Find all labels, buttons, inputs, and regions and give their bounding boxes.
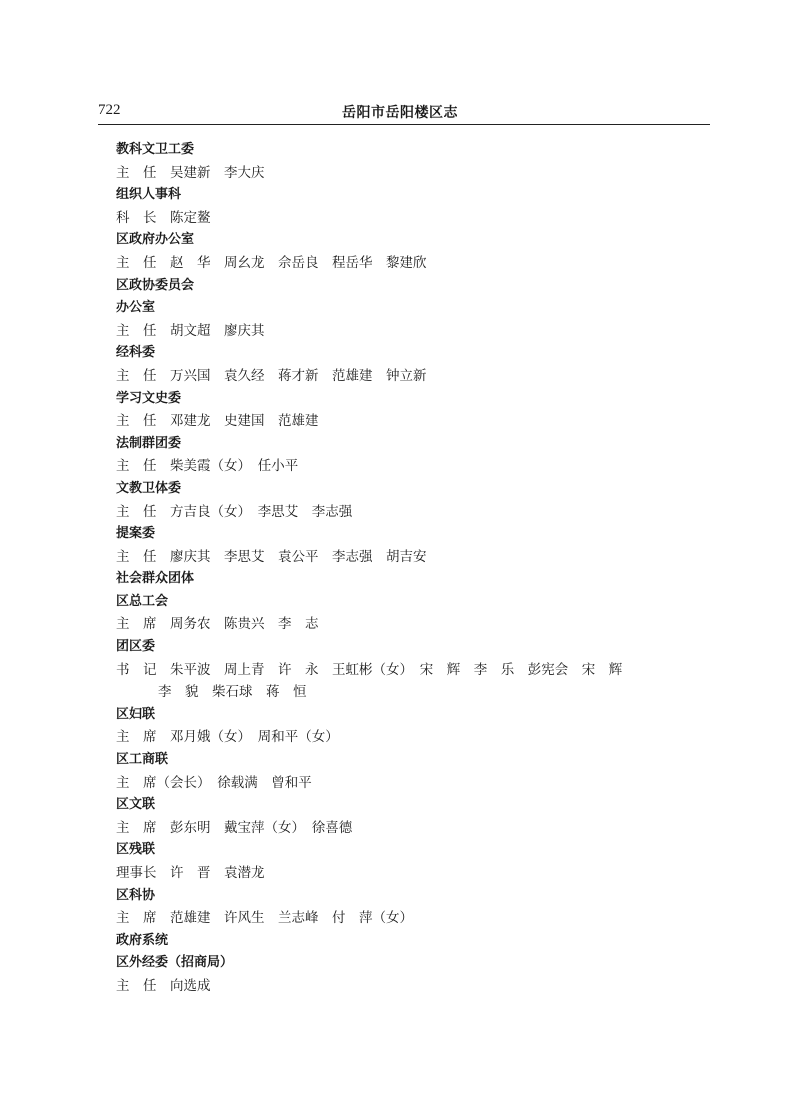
section-heading: 法制群团委 [116, 435, 182, 451]
page-header [98, 100, 710, 124]
section-heading: 提案委 [116, 526, 156, 542]
roster-content [116, 139, 686, 998]
member-line: 主 任 胡文超 廖庆其 [116, 322, 265, 339]
section-heading: 教科文卫工委 [116, 142, 195, 157]
member-line: 理事长 许 晋 袁潜龙 [116, 865, 265, 881]
member-line: 主 任 赵 华 周幺龙 佘岳良 程岳华 黎建欣 [116, 254, 427, 271]
section-heading: 文教卫体委 [116, 480, 182, 496]
section-heading: 办公室 [116, 300, 156, 316]
section-heading: 组织人事科 [116, 187, 182, 203]
section-heading: 政府系统 [116, 932, 169, 948]
member-line: 主 任 邓建龙 史建国 范雄建 [116, 413, 319, 430]
member-line: 主 任 吴建新 李大庆 [116, 164, 265, 181]
section-heading: 区政协委员会 [116, 277, 195, 293]
member-line: 主 席 邓月娥（女） 周和平（女） [116, 729, 339, 746]
member-line: 主 任 廖庆其 李思艾 袁公平 李志强 胡吉安 [116, 548, 427, 565]
section-heading: 区文联 [116, 797, 156, 813]
member-line-continued: 李 貌 柴石球 蒋 恒 [158, 684, 307, 701]
section-heading: 社会群众团体 [116, 571, 195, 587]
book-title: 岳阳市岳阳楼区志 [342, 105, 458, 121]
member-line: 主 任 向选成 [116, 977, 211, 994]
member-line: 主 任 方吉良（女） 李思艾 李志强 [116, 503, 353, 520]
section-heading: 区总工会 [116, 593, 169, 609]
section-heading: 学习文史委 [116, 390, 182, 406]
page-number: 722 [98, 102, 121, 118]
member-line: 主 席 范雄建 许风生 兰志峰 付 萍（女） [116, 910, 413, 927]
section-heading: 区科协 [116, 887, 156, 903]
member-line: 主 席 彭东明 戴宝萍（女） 徐喜德 [116, 819, 353, 836]
member-line: 主 任 万兴国 袁久经 蒋才新 范雄建 钟立新 [116, 367, 427, 384]
section-heading: 经科委 [116, 345, 156, 361]
header-rule [98, 124, 710, 125]
section-heading: 区工商联 [116, 752, 169, 768]
section-heading: 团区委 [116, 639, 156, 655]
section-heading: 区残联 [116, 842, 156, 858]
member-line: 主 任 柴美霞（女） 任小平 [116, 458, 299, 475]
section-heading: 区政府办公室 [116, 232, 195, 248]
member-line: 科 长 陈定鳌 [116, 209, 211, 226]
member-line: 主 席（会长） 徐载满 曾和平 [116, 774, 312, 791]
section-heading: 区外经委（招商局） [116, 955, 234, 971]
member-line: 书 记 朱平波 周上青 许 永 王虹彬（女） 宋 辉 李 乐 彭宪会 宋 辉 [116, 661, 623, 678]
member-line: 主 席 周务农 陈贵兴 李 志 [116, 616, 319, 633]
section-heading: 区妇联 [116, 706, 156, 722]
